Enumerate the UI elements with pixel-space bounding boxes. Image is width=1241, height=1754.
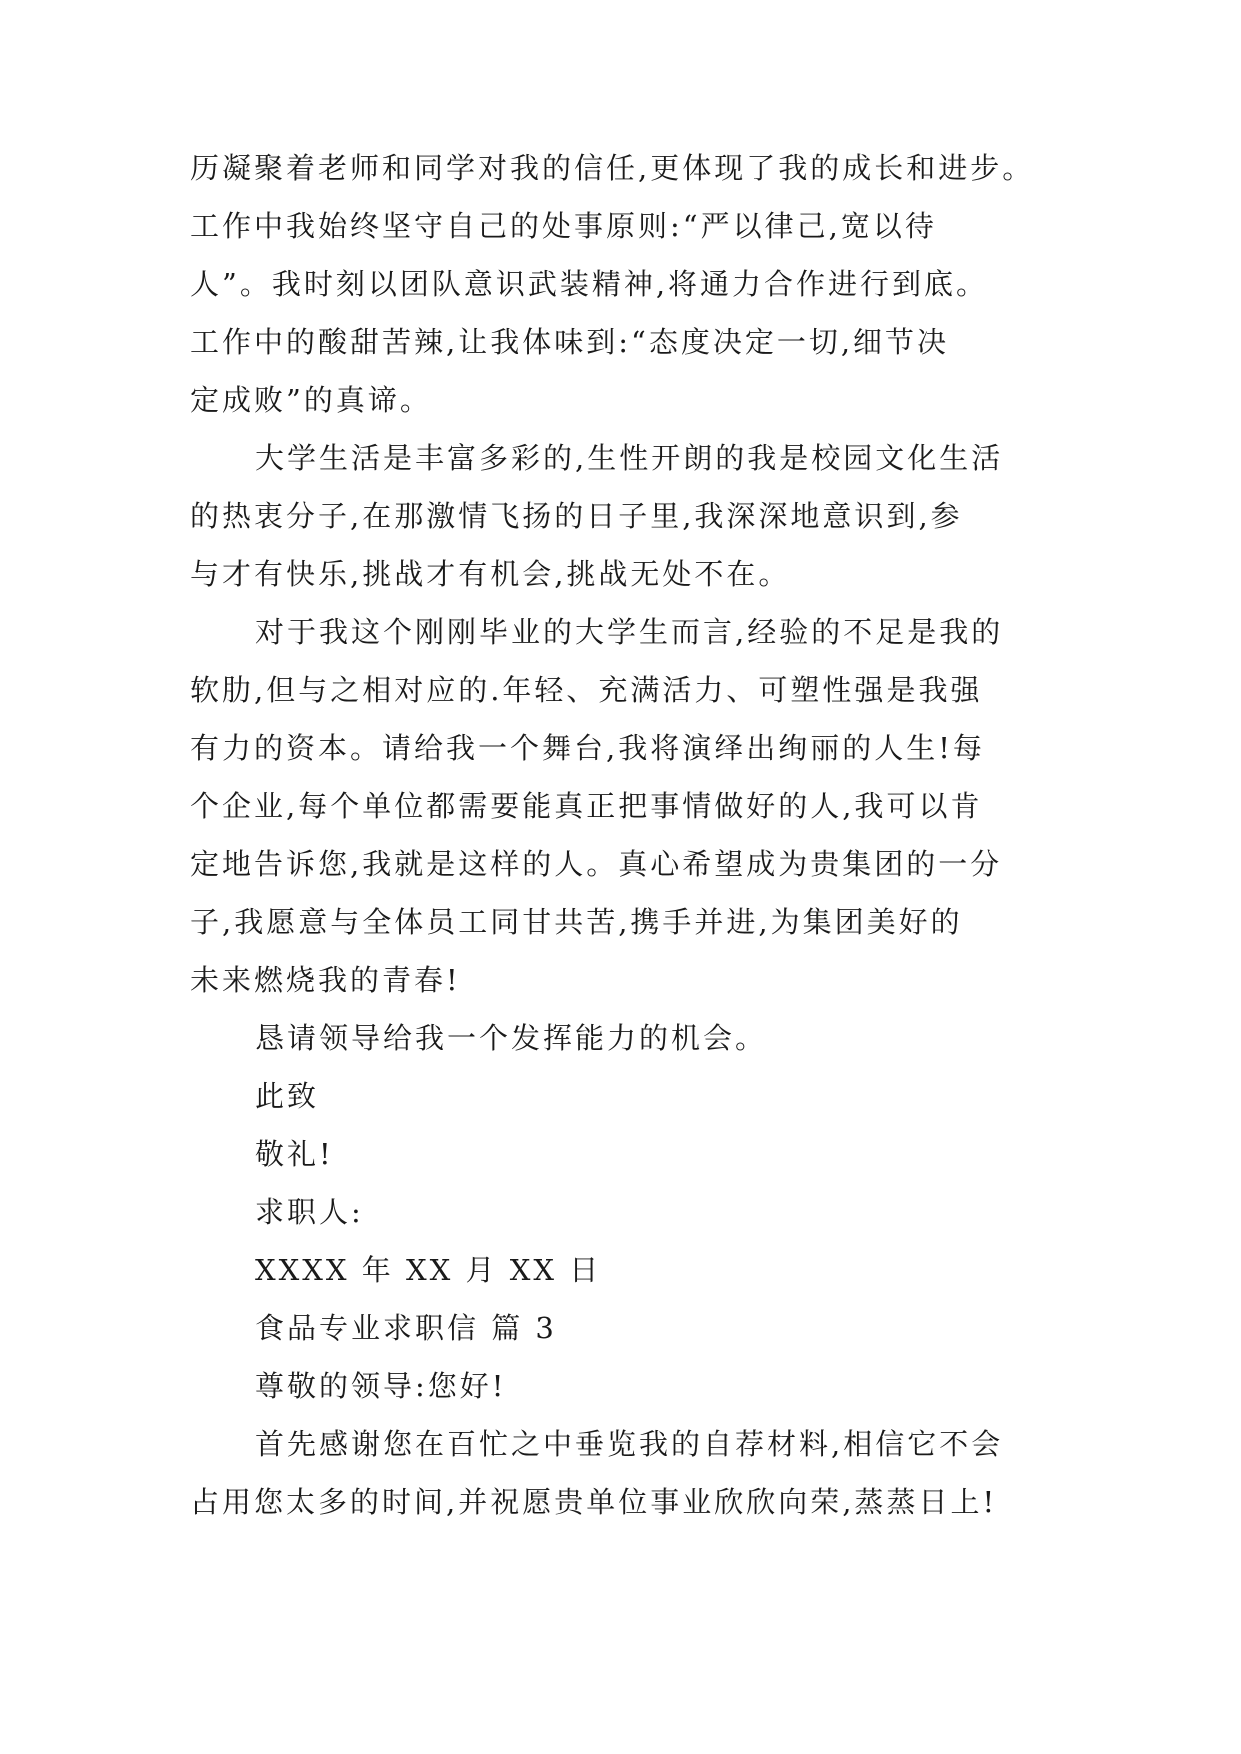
greeting-line: 尊敬的领导:您好! (255, 1369, 507, 1403)
text-line-13: 定地告诉您,我就是这样的人。真心希望成为贵集团的一分 (190, 847, 1003, 881)
text-line-8: 与才有快乐,挑战才有机会,挑战无处不在。 (190, 557, 791, 591)
text-line-3: 人”。我时刻以团队意识武装精神,将通力合作进行到底。 (190, 267, 989, 301)
text-line-1: 历凝聚着老师和同学对我的信任,更体现了我的成长和进步。 (190, 151, 1035, 185)
text-line-4: 工作中的酸甜苦辣,让我体味到:“态度决定一切,细节决 (190, 325, 950, 359)
text-line-12: 个企业,每个单位都需要能真正把事情做好的人,我可以肯 (190, 789, 983, 823)
text-line-15: 未来燃烧我的青春! (190, 963, 461, 997)
applicant-label: 求职人: (255, 1195, 364, 1229)
text-line-23: 首先感谢您在百忙之中垂览我的自荐材料,相信它不会 (255, 1427, 1004, 1461)
text-line-2: 工作中我始终坚守自己的处事原则:“严以律己,宽以待 (190, 209, 937, 243)
closing-regards: 敬礼! (255, 1137, 334, 1171)
text-line-16: 恳请领导给我一个发挥能力的机会。 (255, 1021, 768, 1055)
text-line-14: 子,我愿意与全体员工同甘共苦,携手并进,为集团美好的 (190, 905, 963, 939)
text-line-5: 定成败”的真谛。 (190, 383, 432, 417)
closing-salutation: 此致 (255, 1079, 320, 1113)
text-line-7: 的热衷分子,在那激情飞扬的日子里,我深深地意识到,参 (190, 499, 963, 533)
text-line-11: 有力的资本。请给我一个舞台,我将演绎出绚丽的人生!每 (190, 731, 985, 765)
text-line-24: 占用您太多的时间,并祝愿贵单位事业欣欣向荣,蒸蒸日上! (190, 1485, 998, 1519)
date-line: XXXX 年 XX 月 XX 日 (255, 1253, 602, 1287)
section-heading: 食品专业求职信 篇 3 (255, 1311, 557, 1345)
text-line-9: 对于我这个刚刚毕业的大学生而言,经验的不足是我的 (255, 615, 1004, 649)
text-line-10: 软肋,但与之相对应的.年轻、充满活力、可塑性强是我强 (190, 673, 983, 707)
text-line-6: 大学生活是丰富多彩的,生性开朗的我是校园文化生活 (255, 441, 1004, 475)
